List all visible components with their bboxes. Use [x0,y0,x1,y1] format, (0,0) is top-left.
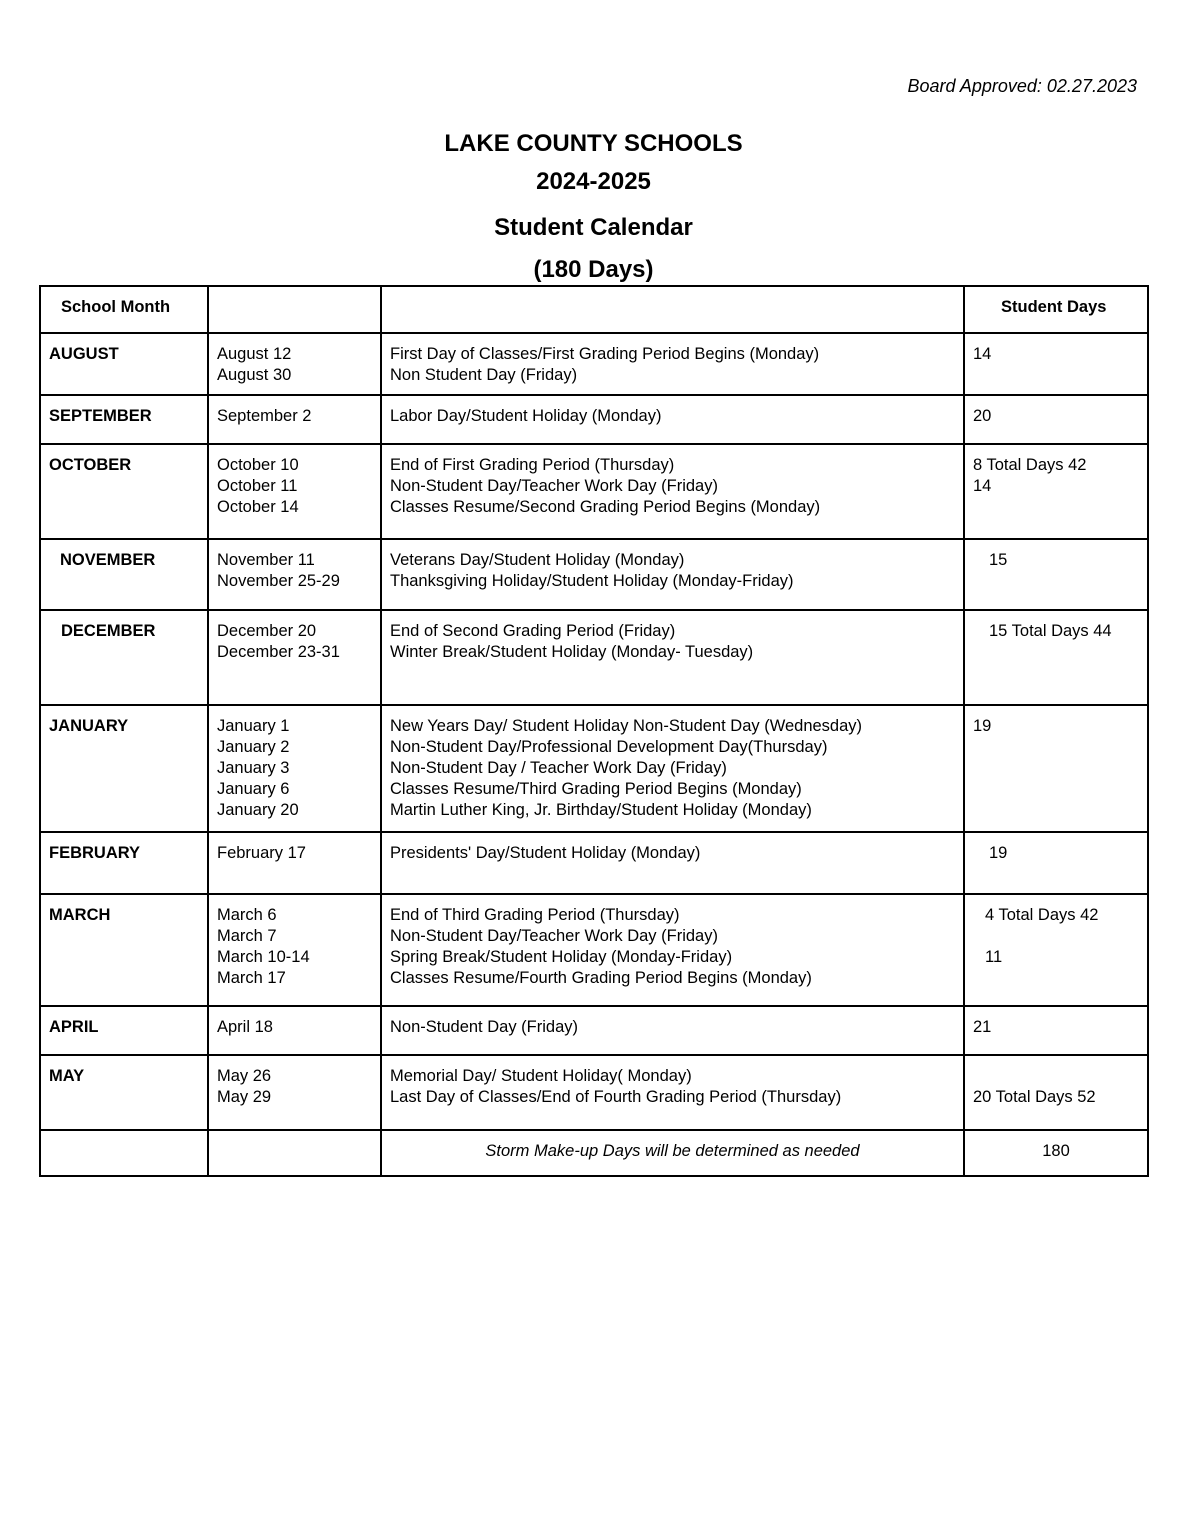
student-days-cell [964,1006,1148,1055]
month-cell: SEPTEMBER [40,395,208,444]
spacer [973,1066,1139,1087]
student-days-cell [964,610,1148,705]
table-row [40,539,1148,610]
month-cell: MAY [40,1055,208,1130]
header-blank-events [381,286,964,333]
event-item: First Day of Classes/First Grading Period Begins (Monday) [390,345,820,363]
calendar-title: Student Calendar [494,214,693,241]
month-cell: JANUARY [40,705,208,832]
events-cell [381,1006,964,1055]
month-cell: FEBRUARY [40,832,208,894]
month-cell: APRIL [40,1006,208,1055]
month-cell: DECEMBER [40,610,208,705]
table-row [40,610,1148,705]
board-approved-date: Board Approved: 02.27.2023 [907,76,1137,96]
student-days-value: 15 Total Days 44 [989,622,1112,640]
table-footer-row [40,1130,1148,1176]
month-cell: AUGUST [40,333,208,395]
student-days-cell [964,1055,1148,1130]
dates-cell [208,610,381,705]
date-item: September 2 [217,407,312,425]
student-days-value: 21 [973,1018,992,1036]
event-item: Thanksgiving Holiday/Student Holiday (Monday-Friday) [390,572,794,590]
student-days-cell [964,539,1148,610]
date-item: January 20 [217,801,299,819]
student-days-value: 14 [973,477,992,495]
date-item: April 18 [217,1018,273,1036]
event-item: Classes Resume/Fourth Grading Period Begins (Monday) [390,969,812,987]
footer-blank-dates [208,1130,381,1176]
student-days-cell [964,705,1148,832]
spacer [985,926,1139,947]
event-item: Non-Student Day/Teacher Work Day (Friday) [390,477,718,495]
event-item: Labor Day/Student Holiday (Monday) [390,407,662,425]
dates-cell [208,894,381,1006]
date-item: November 11 [217,551,315,569]
date-item: March 10-14 [217,948,310,966]
date-item: January 2 [217,738,290,756]
table-row [40,395,1148,444]
event-item: Classes Resume/Third Grading Period Begins (Monday) [390,780,802,798]
student-calendar-table [39,285,1149,1177]
events-cell [381,894,964,1006]
table-row [40,1006,1148,1055]
events-cell [381,539,964,610]
table-row [40,894,1148,1006]
student-days-value: 14 [973,345,992,363]
events-cell [381,610,964,705]
event-item: Non Student Day (Friday) [390,366,578,384]
student-days-value: 19 [989,844,1008,862]
table-row [40,444,1148,539]
events-cell [381,705,964,832]
date-item: August 30 [217,366,292,384]
event-item: Non-Student Day (Friday) [390,1018,578,1036]
date-item: January 6 [217,780,290,798]
event-item: End of Third Grading Period (Thursday) [390,906,680,924]
table-header-row [40,286,1148,333]
student-days-cell [964,333,1148,395]
event-item: Non-Student Day/Professional Development Day(Thursday) [390,738,828,756]
dates-cell [208,395,381,444]
date-item: March 6 [217,906,277,924]
month-cell: MARCH [40,894,208,1006]
student-days-cell [964,832,1148,894]
event-item: Martin Luther King, Jr. Birthday/Student Holiday (Monday) [390,801,812,819]
date-item: November 25-29 [217,572,340,590]
district-title: LAKE COUNTY SCHOOLS [444,130,743,157]
dates-cell [208,444,381,539]
date-item: May 29 [217,1088,272,1106]
date-item: October 14 [217,498,299,516]
date-item: May 26 [217,1067,272,1085]
date-item: February 17 [217,844,306,862]
header-blank-dates [208,286,381,333]
student-days-value: 4 Total Days 42 [985,906,1099,924]
header-school-month: School Month [40,286,208,333]
dates-cell [208,832,381,894]
student-days-value: 11 [985,948,1003,966]
student-days-value: 20 [973,407,992,425]
event-item: New Years Day/ Student Holiday Non-Student Day (Wednesday) [390,717,863,735]
event-item: Non-Student Day/Teacher Work Day (Friday) [390,927,718,945]
header-student-days: Student Days [964,286,1148,333]
month-cell: OCTOBER [40,444,208,539]
student-days-value: 15 [989,551,1008,569]
student-days-value: 8 Total Days 42 [973,456,1087,474]
dates-cell [208,705,381,832]
table-row [40,333,1148,395]
school-year: 2024-2025 [536,168,651,195]
dates-cell [208,333,381,395]
event-item: Last Day of Classes/End of Fourth Grading Period (Thursday) [390,1088,842,1106]
event-item: Classes Resume/Second Grading Period Begins (Monday) [390,498,821,516]
student-days-cell [964,395,1148,444]
event-item: End of First Grading Period (Thursday) [390,456,675,474]
student-days-value: 20 Total Days 52 [973,1088,1096,1106]
storm-makeup-note: Storm Make-up Days will be determined as needed [381,1130,964,1176]
day-count-title: (180 Days) [533,256,654,283]
student-days-cell [964,444,1148,539]
events-cell [381,832,964,894]
event-item: Winter Break/Student Holiday (Monday- Tuesday) [390,643,754,661]
date-item: August 12 [217,345,292,363]
date-item: March 17 [217,969,286,987]
events-cell [381,1055,964,1130]
event-item: Non-Student Day / Teacher Work Day (Friday) [390,759,727,777]
dates-cell [208,1006,381,1055]
table-row [40,832,1148,894]
student-days-cell [964,894,1148,1006]
dates-cell [208,1055,381,1130]
event-item: Spring Break/Student Holiday (Monday-Friday) [390,948,733,966]
date-item: March 7 [217,927,277,945]
event-item: Veterans Day/Student Holiday (Monday) [390,551,685,569]
table-row [40,1055,1148,1130]
table-row [40,705,1148,832]
date-item: December 23-31 [217,643,340,661]
month-cell: NOVEMBER [40,539,208,610]
date-item: October 10 [217,456,299,474]
dates-cell [208,539,381,610]
events-cell [381,395,964,444]
total-student-days: 180 [964,1130,1148,1176]
footer-blank-month [40,1130,208,1176]
date-item: October 11 [217,477,298,495]
date-item: January 3 [217,759,290,777]
student-days-value: 19 [973,717,992,735]
date-item: December 20 [217,622,317,640]
events-cell [381,444,964,539]
date-item: January 1 [217,717,290,735]
events-cell [381,333,964,395]
event-item: Presidents' Day/Student Holiday (Monday) [390,844,701,862]
event-item: End of Second Grading Period (Friday) [390,622,676,640]
event-item: Memorial Day/ Student Holiday( Monday) [390,1067,692,1085]
